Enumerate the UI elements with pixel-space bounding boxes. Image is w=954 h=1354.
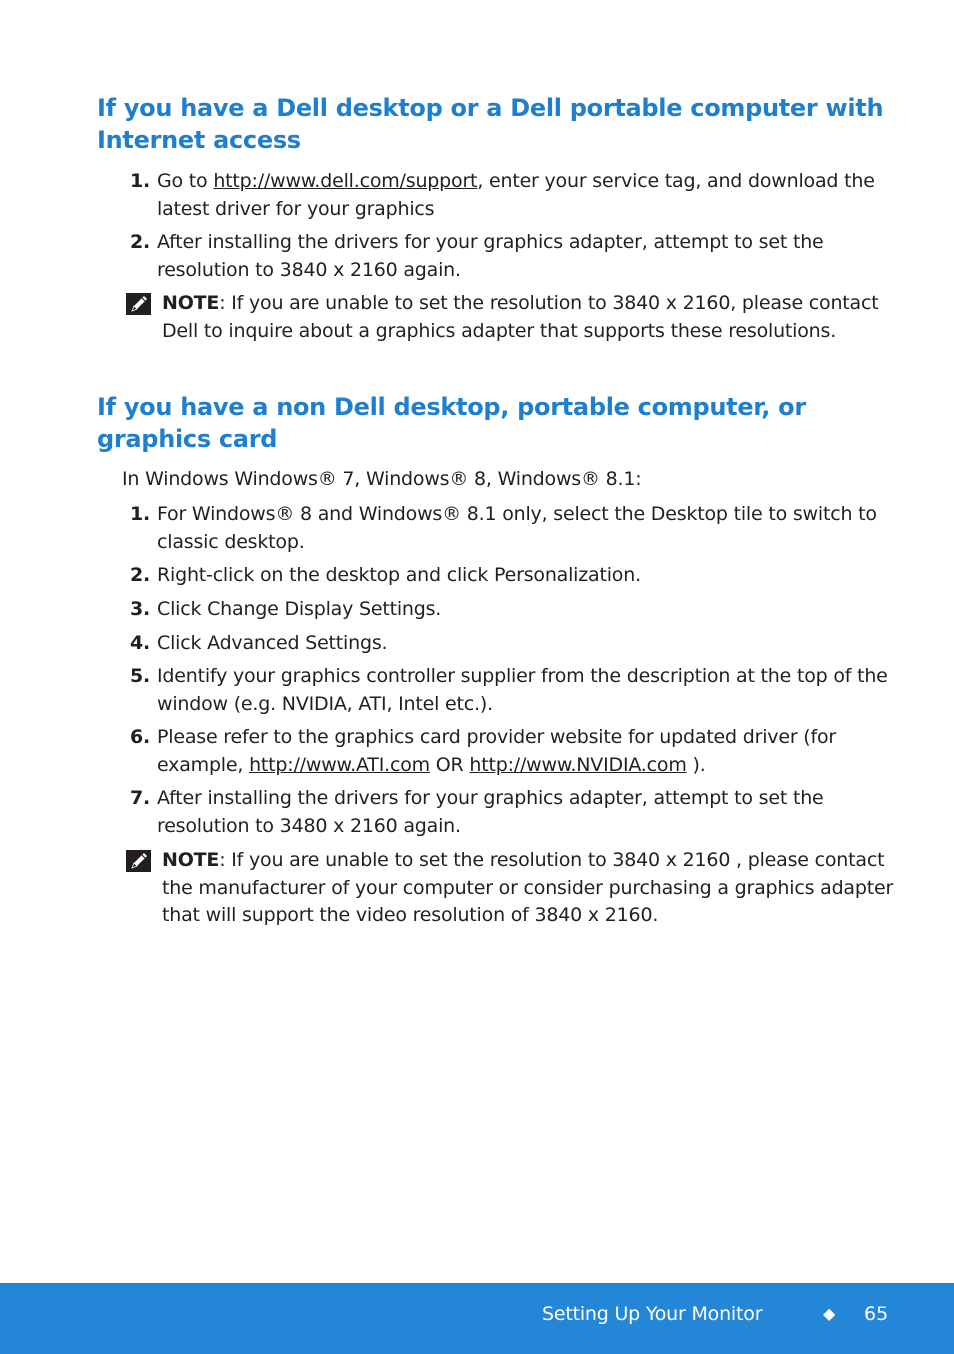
step-number: 6. (129, 726, 150, 748)
step-text: After installing the drivers for your graphics adapter, attempt to set the resolution to 3480 x 2160 again. (157, 787, 824, 837)
step-number: 3. (129, 598, 150, 620)
list-item (124, 501, 894, 556)
step-text: For Windows® 8 and Windows® 8.1 only, select the Desktop tile to switch to classic desktop. (157, 503, 877, 553)
ati-link[interactable]: http://www.ATI.com (249, 753, 430, 776)
step-text: Go to http://www.dell.com/support, enter your service tag, and download the latest driver for your graphics (157, 170, 875, 220)
step-number: 4. (129, 632, 150, 654)
note-text: NOTE: If you are unable to set the resolution to 3840 x 2160, please contact Dell to inquire about a graphics adapter that supports these resolutions. (162, 292, 879, 342)
footer-section-title: Setting Up Your Monitor (542, 1303, 763, 1325)
list-item (124, 168, 894, 223)
diamond-icon: ◆ (823, 1304, 836, 1323)
page-number: 65 (864, 1303, 889, 1325)
note-label: NOTE (162, 849, 220, 871)
section-heading-dell: If you have a Dell desktop or a Dell portable computer with Internet access (97, 94, 884, 154)
section-heading-non-dell: If you have a non Dell desktop, portable computer, or graphics card (97, 393, 806, 453)
nvidia-link[interactable]: http://www.NVIDIA.com (469, 753, 687, 776)
step-text: Identify your graphics controller supplier from the description at the top of the window (e.g. NVIDIA, ATI, Intel etc.). (157, 665, 888, 715)
note-block (126, 847, 894, 930)
step-number: 1. (129, 170, 150, 192)
note-text: NOTE: If you are unable to set the resolution to 3840 x 2160 , please contact the manufacturer of your computer or consider purchasing a graphics adapter that will support the video resolution of 3840 x 2160. (162, 849, 894, 926)
note-pencil-icon (126, 850, 151, 872)
step-text: Click Advanced Settings. (157, 632, 388, 654)
list-item (124, 596, 894, 624)
list-item (124, 724, 894, 779)
step-text: Click Change Display Settings. (157, 598, 442, 620)
note-block (126, 290, 894, 345)
footer-bar (0, 1283, 954, 1354)
list-item (124, 785, 894, 840)
step-number: 7. (129, 787, 150, 809)
list-item (124, 562, 894, 590)
list-item (124, 663, 894, 718)
dell-support-link[interactable]: http://www.dell.com/support (213, 170, 478, 192)
intro-text: In Windows Windows® 7, Windows® 8, Windows® 8.1: (122, 468, 642, 490)
step-number: 2. (129, 231, 150, 253)
note-pencil-icon (126, 293, 151, 315)
list-item (124, 630, 894, 658)
note-label: NOTE (162, 292, 220, 314)
step-text: After installing the drivers for your graphics adapter, attempt to set the resolution to 3840 x 2160 again. (157, 231, 824, 281)
list-item (124, 229, 894, 284)
step-text: Right-click on the desktop and click Personalization. (157, 564, 641, 586)
step-number: 2. (129, 564, 150, 586)
step-text: Please refer to the graphics card provider website for updated driver (for example, http://www.ATI.com OR http://www.NVIDIA.com ). (157, 726, 837, 776)
step-number: 1. (129, 503, 150, 525)
step-number: 5. (129, 665, 150, 687)
